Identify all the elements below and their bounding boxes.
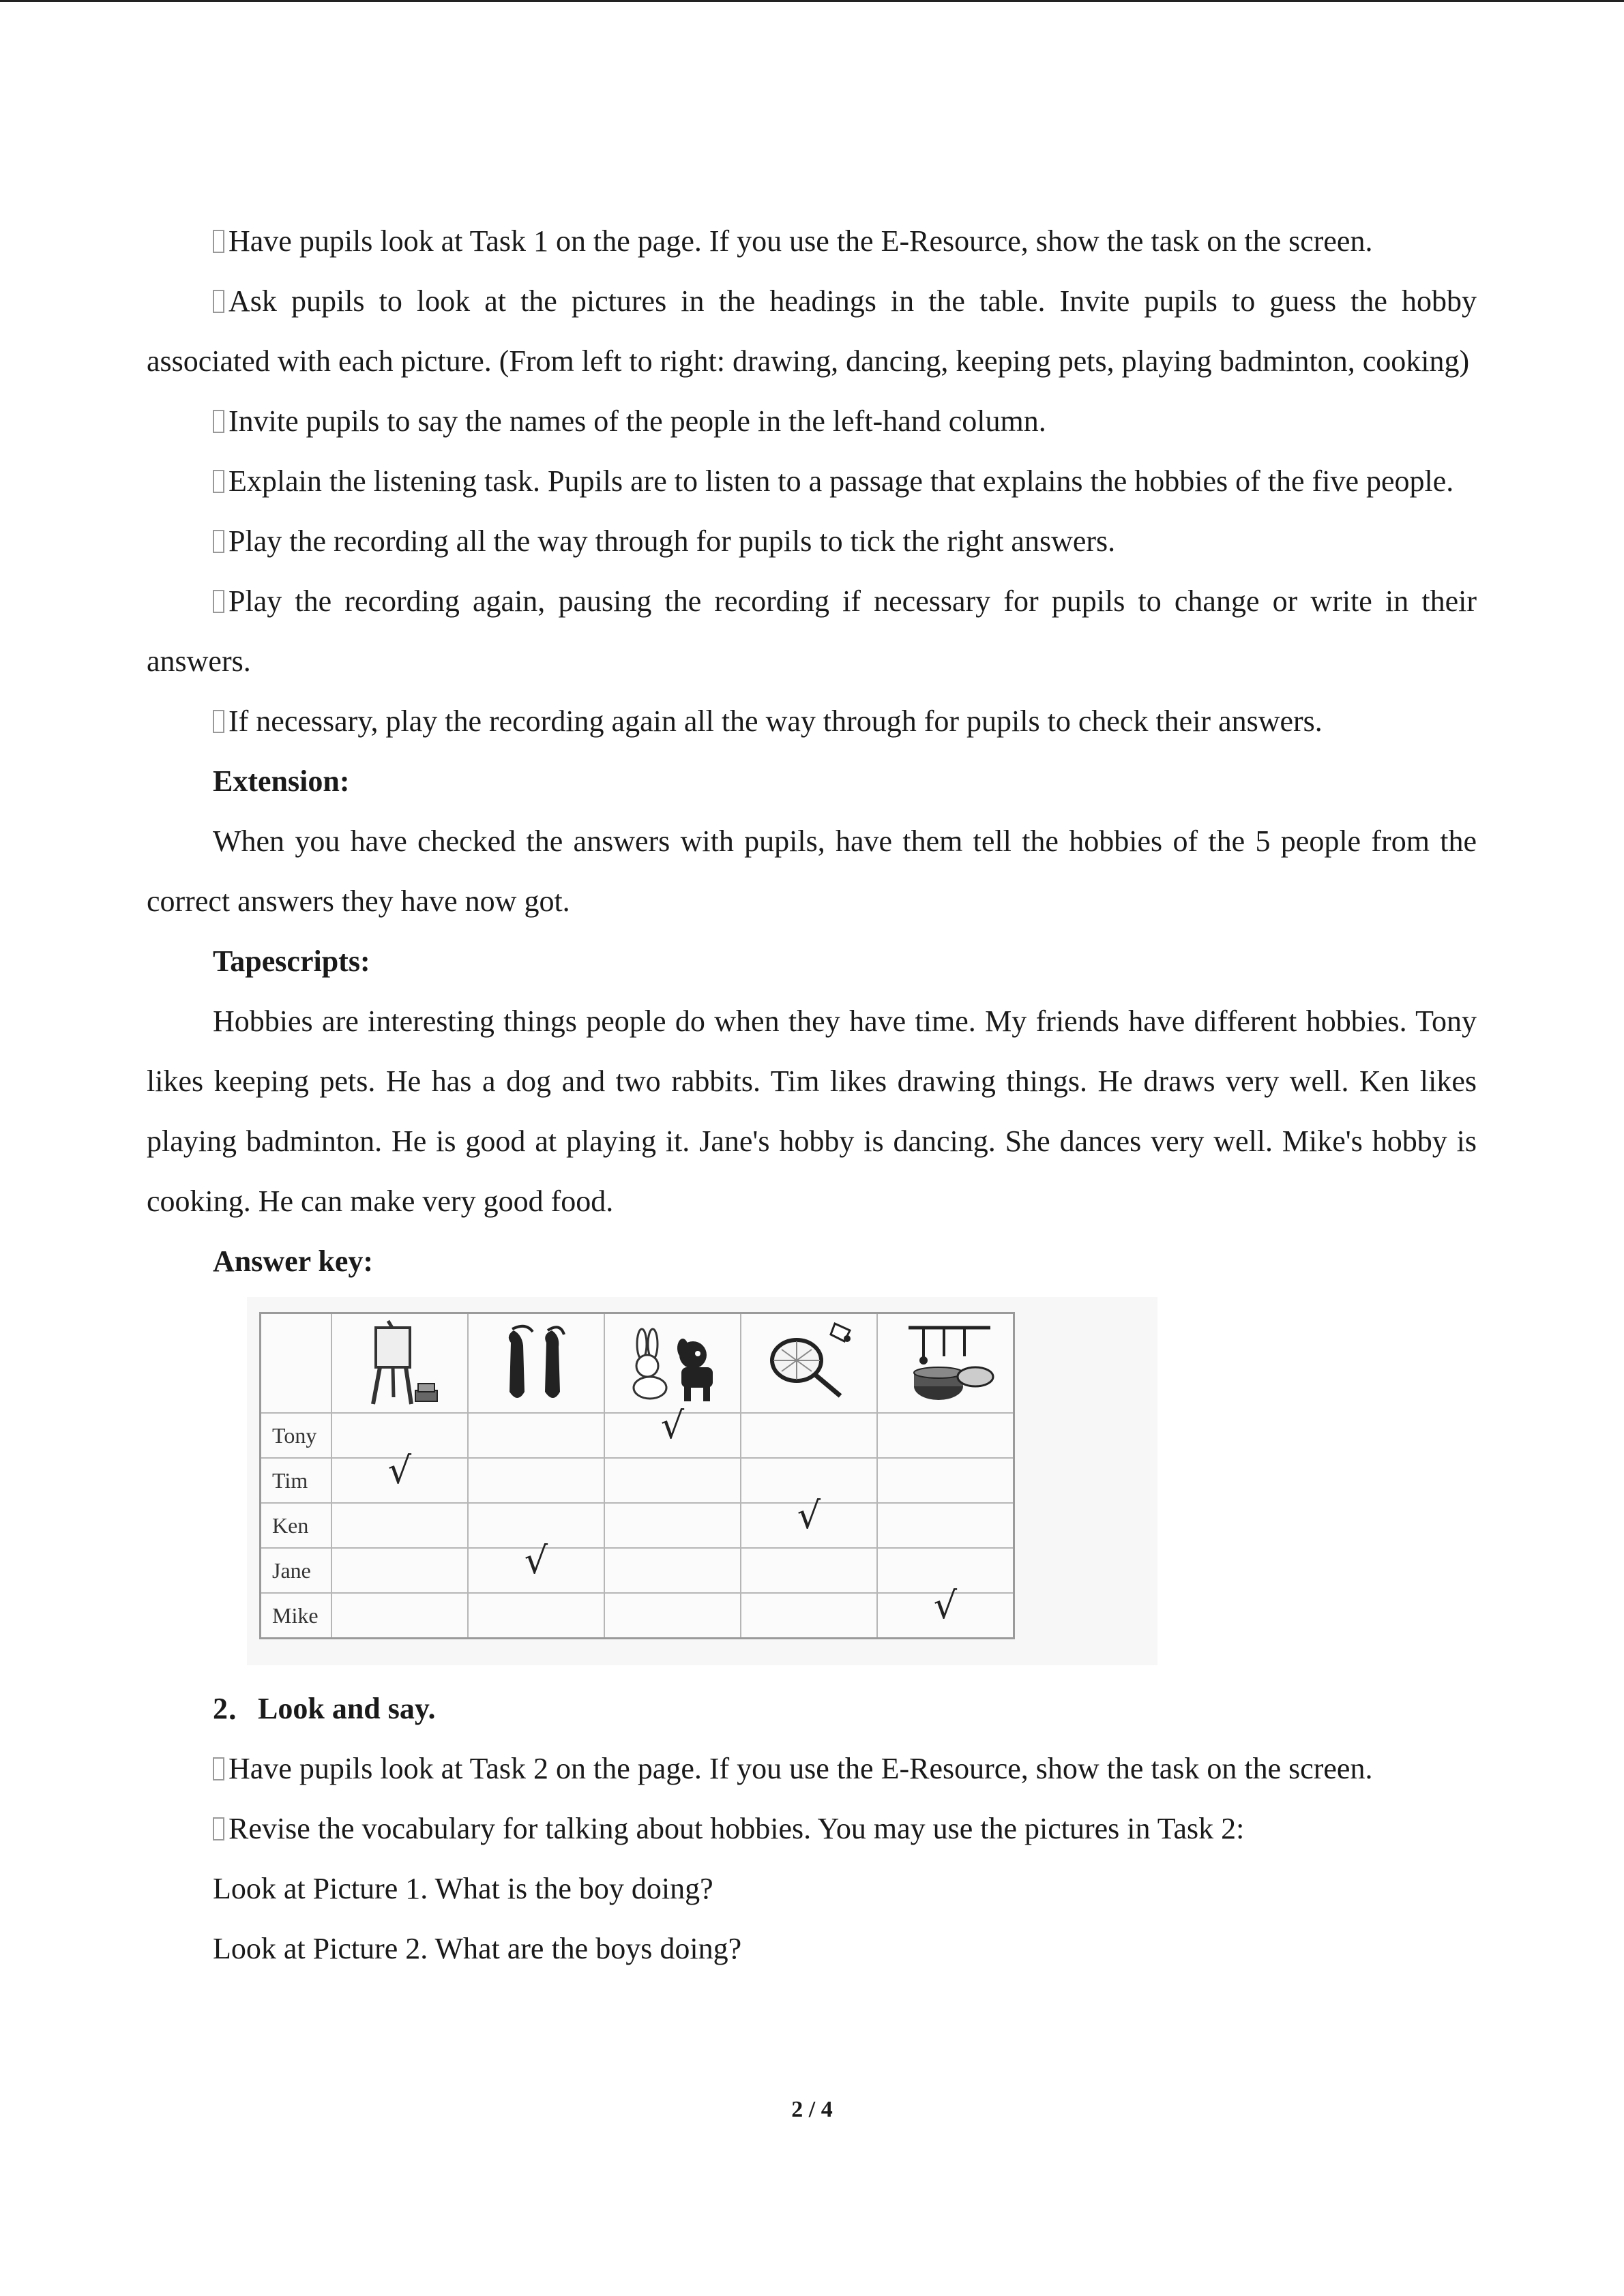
tick-cell xyxy=(877,1413,1014,1458)
paragraph-text: Play the recording again, pausing the recording if necessary for pupils to change or write in their answers. xyxy=(147,584,1477,678)
table-row xyxy=(261,1548,1014,1593)
tick-cell xyxy=(331,1449,468,1503)
tick-cell xyxy=(741,1593,877,1639)
extension-heading: Extension: xyxy=(213,764,350,798)
row-name: Jane xyxy=(261,1548,332,1593)
tick-mark: √ xyxy=(524,1539,548,1582)
bullet-glyph xyxy=(213,710,224,733)
tick-mark: √ xyxy=(797,1494,821,1537)
paragraph-text: Have pupils look at Task 1 on the page. If you use the E-Resource, show the task on the screen. xyxy=(228,224,1373,258)
section2-revise xyxy=(147,1799,1477,1859)
paragraph-text: Revise the vocabulary for talking about hobbies. You may use the pictures in Task 2: xyxy=(228,1812,1245,1845)
tick-mark: √ xyxy=(660,1404,685,1447)
document-page xyxy=(147,211,1477,1979)
paragraph-listening xyxy=(147,451,1477,511)
tick-cell xyxy=(604,1458,741,1503)
tick-cell xyxy=(468,1413,604,1458)
tick-cell xyxy=(331,1548,468,1593)
tick-cell xyxy=(877,1584,1014,1639)
table-row xyxy=(261,1458,1014,1503)
row-name: Tony xyxy=(261,1413,332,1458)
easel-icon xyxy=(331,1313,468,1414)
bullet-glyph xyxy=(213,290,224,313)
bullet-glyph xyxy=(213,230,224,253)
table-row xyxy=(261,1413,1014,1458)
answer-key-table xyxy=(259,1312,1015,1639)
paragraph-text: If necessary, play the recording again all the way through for pupils to check their answers. xyxy=(228,704,1323,738)
bullet-glyph xyxy=(213,530,224,553)
tick-cell xyxy=(877,1458,1014,1503)
tick-cell xyxy=(468,1458,604,1503)
tick-cell xyxy=(331,1593,468,1639)
top-rule xyxy=(0,0,1624,2)
section2-heading: 2．Look and say. xyxy=(213,1692,436,1725)
answer-key-heading: Answer key: xyxy=(213,1244,374,1278)
extension-text: When you have checked the answers with pupils, have them tell the hobbies of the 5 people from the correct answers they have now got. xyxy=(147,824,1477,918)
tick-mark: √ xyxy=(387,1449,412,1492)
paragraph-pictures xyxy=(147,271,1477,391)
bullet-glyph xyxy=(213,410,224,433)
tick-mark: √ xyxy=(933,1584,958,1627)
row-name: Ken xyxy=(261,1503,332,1548)
row-name: Mike xyxy=(261,1593,332,1639)
paragraph-text: Invite pupils to say the names of the people in the left-hand column. xyxy=(228,404,1046,438)
table-row xyxy=(261,1593,1014,1639)
bullet-glyph xyxy=(213,470,224,493)
bullet-glyph xyxy=(213,590,224,613)
section2-question-1: Look at Picture 1. What is the boy doing? xyxy=(213,1872,713,1905)
tick-cell xyxy=(604,1503,741,1548)
tick-cell xyxy=(877,1503,1014,1548)
tick-cell xyxy=(741,1548,877,1593)
bullet-glyph xyxy=(213,1757,224,1780)
tick-cell xyxy=(604,1404,741,1458)
paragraph-play-again xyxy=(147,571,1477,691)
bullet-glyph xyxy=(213,1817,224,1840)
paragraph-text: Explain the listening task. Pupils are to listen to a passage that explains the hobbies of the five people. xyxy=(228,464,1454,498)
row-name: Tim xyxy=(261,1458,332,1503)
paragraph-task1 xyxy=(147,211,1477,271)
paragraph-play xyxy=(147,511,1477,571)
tick-cell xyxy=(604,1548,741,1593)
paragraph-text: Have pupils look at Task 2 on the page. If you use the E-Resource, show the task on the screen. xyxy=(228,1752,1373,1785)
table-row xyxy=(261,1503,1014,1548)
pets-icon xyxy=(604,1313,741,1414)
shoes-icon xyxy=(468,1313,604,1414)
page-number: 2 / 4 xyxy=(791,2097,833,2122)
tick-cell xyxy=(468,1539,604,1593)
tick-cell xyxy=(331,1503,468,1548)
tick-cell xyxy=(741,1494,877,1548)
paragraph-text: Play the recording all the way through for pupils to tick the right answers. xyxy=(228,524,1116,558)
answer-key-table-image xyxy=(247,1297,1157,1665)
paragraph-text: Ask pupils to look at the pictures in the headings in the table. Invite pupils to guess the hobby associated with each picture. (From left to right: drawing, dancing, keeping pets, playing badminton, cooking) xyxy=(147,284,1477,378)
badminton-icon xyxy=(741,1313,877,1414)
tick-cell xyxy=(604,1593,741,1639)
cooking-icon xyxy=(877,1313,1014,1414)
paragraph-check xyxy=(147,691,1477,751)
tapescripts-text: Hobbies are interesting things people do when they have time. My friends have different hobbies. Tony likes keeping pets. He has a dog and two rabbits. Tim likes drawing things. He draws very well. Ken likes playing badminton. He is good at playing it. Jane's hobby is dancing. She dances very well. Mike's hobby is cooking. He can make very good food. xyxy=(147,1004,1477,1218)
tapescripts-heading: Tapescripts: xyxy=(213,944,370,978)
section2-question-2: Look at Picture 2. What are the boys doing? xyxy=(213,1932,742,1965)
corner-cell xyxy=(261,1313,332,1414)
section2-task xyxy=(147,1739,1477,1799)
tick-cell xyxy=(741,1413,877,1458)
tick-cell xyxy=(468,1593,604,1639)
paragraph-names xyxy=(147,391,1477,451)
